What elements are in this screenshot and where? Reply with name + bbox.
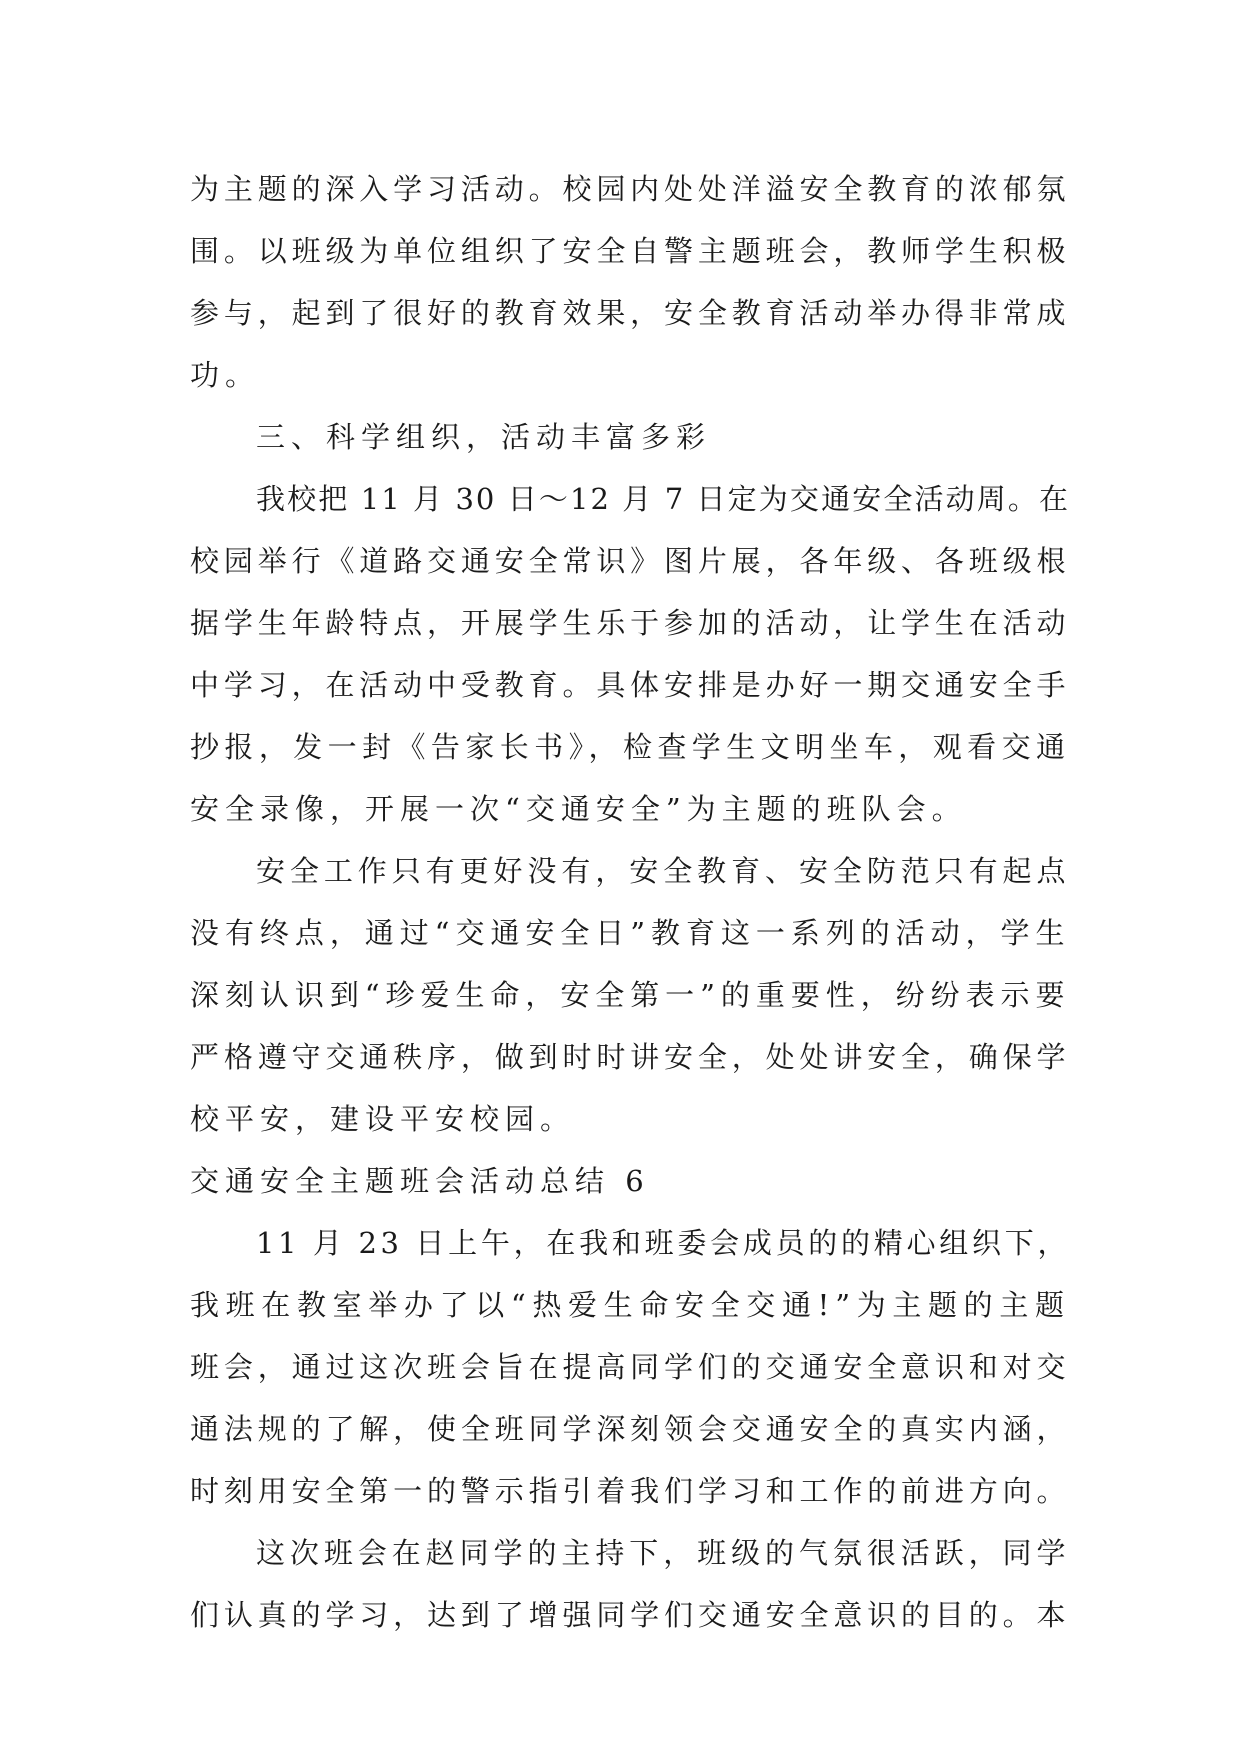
text-line: 功。 [190,358,261,392]
text-line: 校园举行《道路交通安全常识》图片展，各年级、各班级根 [190,544,1070,578]
document-body [190,158,1070,1646]
text-line: 我班在教室举办了以“热爱生命安全交通!”为主题的主题 [190,1288,1070,1322]
text-line: 参与，起到了很好的教育效果，安全教育活动举办得非常成 [190,296,1070,330]
text-line: 11 月 23 日上午，在我和班委会成员的的精心组织下， [256,1226,1070,1260]
text-line: 围。以班级为单位组织了安全自警主题班会，教师学生积极 [190,234,1070,268]
text-line: 这次班会在赵同学的主持下，班级的气氛很活跃，同学 [256,1536,1070,1570]
text-line: 通法规的了解，使全班同学深刻领会交通安全的真实内涵， [190,1412,1070,1446]
text-line: 没有终点，通过“交通安全日”教育这一系列的活动，学生 [190,916,1070,950]
text-line: 交通安全主题班会活动总结 6 [190,1164,650,1198]
text-line: 为主题的深入学习活动。校园内处处洋溢安全教育的浓郁氛 [190,172,1070,206]
text-line: 据学生年龄特点，开展学生乐于参加的活动，让学生在活动 [190,606,1070,640]
text-line: 三、科学组织，活动丰富多彩 [256,420,712,454]
text-line: 时刻用安全第一的警示指引着我们学习和工作的前进方向。 [190,1474,1070,1508]
text-line: 我校把 11 月 30 日～12 月 7 日定为交通安全活动周。在 [256,482,1070,516]
text-line: 深刻认识到“珍爱生命，安全第一”的重要性，纷纷表示要 [190,978,1070,1012]
text-line: 安全工作只有更好没有，安全教育、安全防范只有起点 [256,854,1070,888]
text-line: 们认真的学习，达到了增强同学们交通安全意识的目的。本 [190,1598,1070,1632]
text-line: 中学习，在活动中受教育。具体安排是办好一期交通安全手 [190,668,1070,702]
text-line: 班会，通过这次班会旨在提高同学们的交通安全意识和对交 [190,1350,1070,1384]
text-line: 安全录像，开展一次“交通安全”为主题的班队会。 [190,792,967,826]
text-line: 抄报，发一封《告家长书》，检查学生文明坐车，观看交通 [190,730,1070,764]
text-line: 严格遵守交通秩序，做到时时讲安全，处处讲安全，确保学 [190,1040,1070,1074]
text-line: 校平安，建设平安校园。 [190,1102,576,1136]
